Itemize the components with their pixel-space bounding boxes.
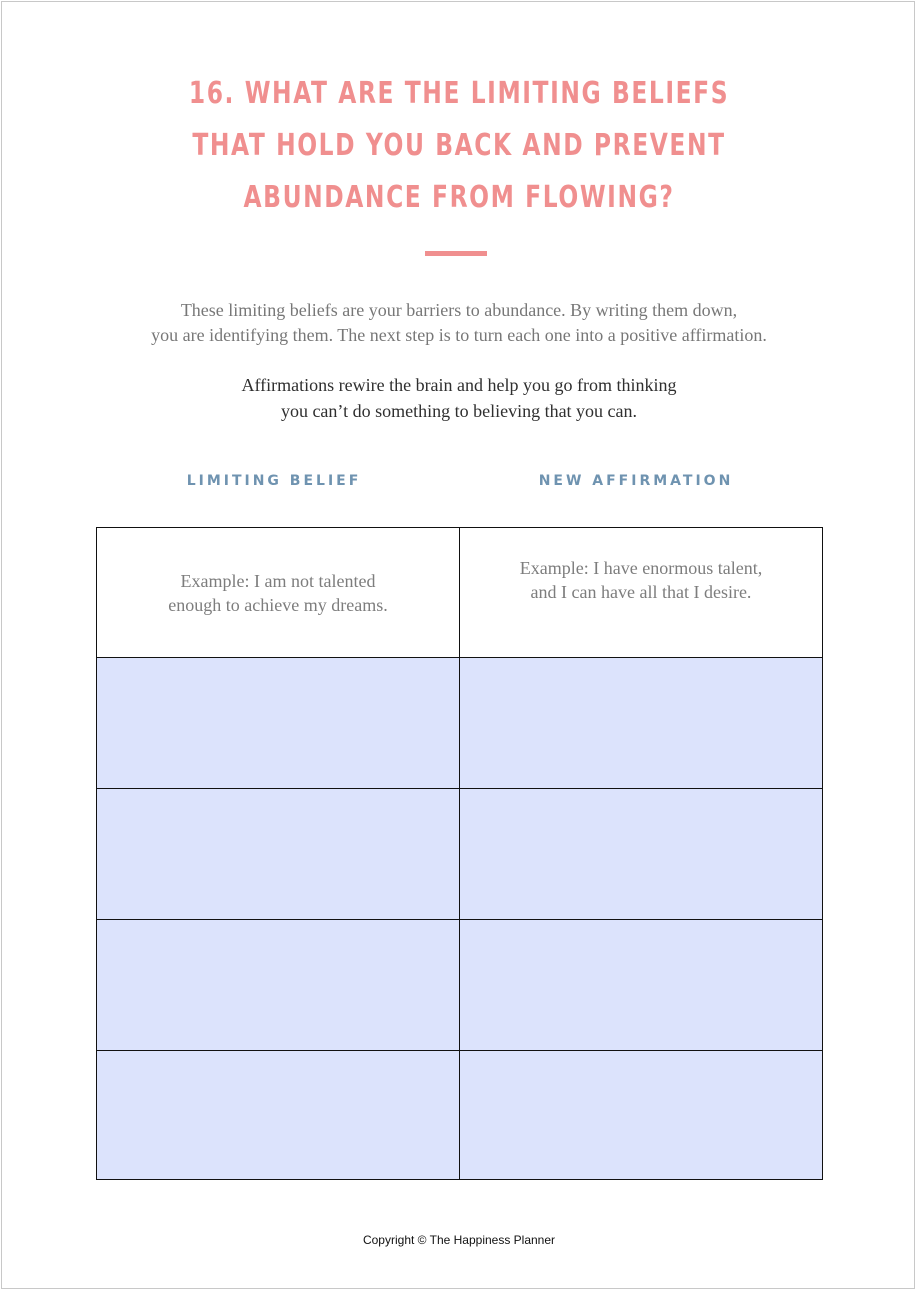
title-line-1: 16. WHAT ARE THE LIMITING BELIEFS <box>188 76 730 111</box>
page-title <box>103 68 816 224</box>
new-affirmation-header: NEW AFFIRMATION <box>538 473 734 489</box>
limiting-belief-input-3[interactable] <box>97 920 459 1050</box>
limiting-belief-input-1[interactable] <box>97 658 459 788</box>
limiting-belief-input-4[interactable] <box>97 1051 459 1179</box>
title-line-3: ABUNDANCE FROM FLOWING? <box>243 180 675 215</box>
example-limiting-belief-cell <box>97 528 459 657</box>
copyright-footer: Copyright © The Happiness Planner <box>362 1233 556 1247</box>
worksheet-page <box>1 1 915 1289</box>
affirmation-note-line-1: Affirmations rewire the brain and help you go from thinking <box>241 375 677 395</box>
affirmation-note <box>2 372 916 424</box>
column-divider <box>459 528 460 1179</box>
title-line-2: THAT HOLD YOU BACK AND PREVENT <box>192 128 726 163</box>
example-new-affirmation-line-1: Example: I have enormous talent, <box>519 557 763 578</box>
example-new-affirmation-line-2: and I can have all that I desire. <box>530 581 752 602</box>
new-affirmation-input-3[interactable] <box>460 920 822 1050</box>
example-new-affirmation-cell <box>460 528 822 657</box>
new-affirmation-input-4[interactable] <box>460 1051 822 1179</box>
limiting-belief-header: LIMITING BELIEF <box>186 473 362 489</box>
example-limiting-belief-line-2: enough to achieve my dreams. <box>168 594 388 615</box>
intro-line-2: you are identifying them. The next step is to turn each one into a positive affirmation. <box>151 325 767 345</box>
beliefs-table <box>96 527 823 1180</box>
new-affirmation-input-1[interactable] <box>460 658 822 788</box>
affirmation-note-line-2: you can’t do something to believing that you can. <box>280 401 638 421</box>
example-limiting-belief-line-1: Example: I am not talented <box>180 570 376 591</box>
title-divider <box>425 251 487 256</box>
new-affirmation-input-2[interactable] <box>460 789 822 919</box>
limiting-belief-input-2[interactable] <box>97 789 459 919</box>
intro-line-1: These limiting beliefs are your barriers to abundance. By writing them down, <box>180 300 738 320</box>
intro-paragraph <box>2 298 916 348</box>
